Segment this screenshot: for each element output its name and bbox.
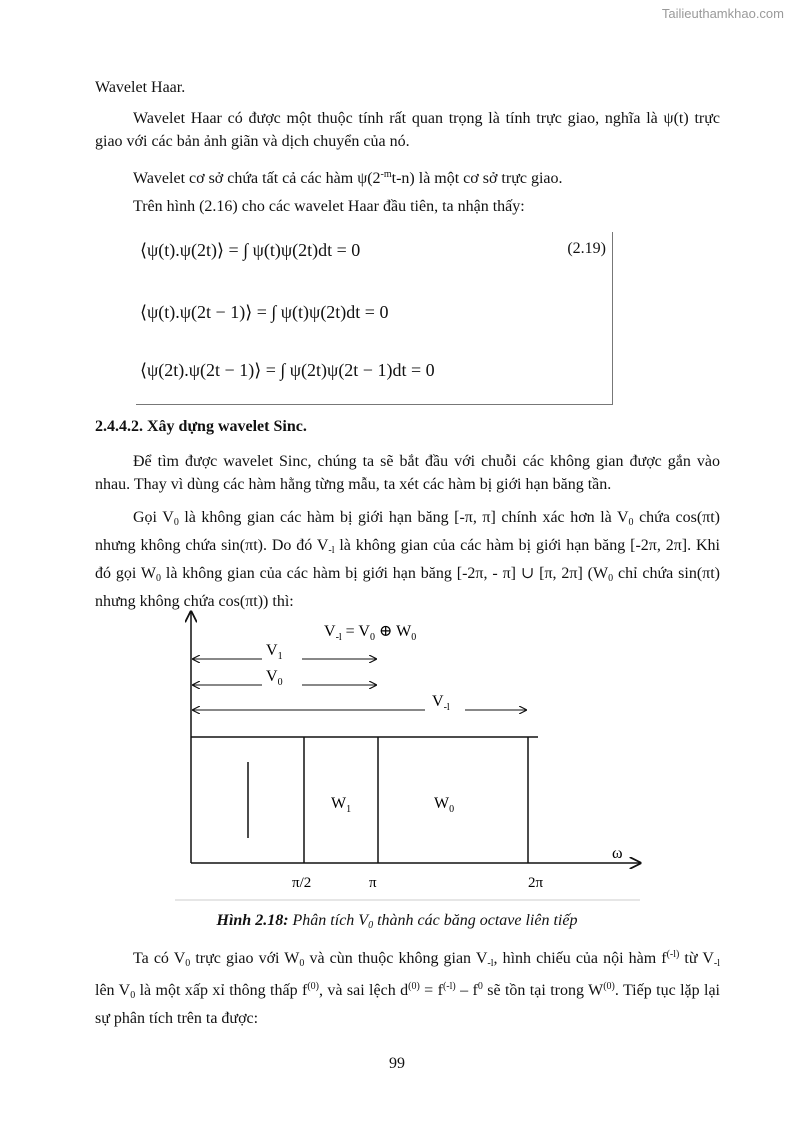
tick-2pi: 2π	[528, 875, 544, 891]
label-w1: $W_1$	[331, 795, 352, 815]
label-v0: $V_0$	[266, 668, 283, 688]
label-vm1: $V_{-l}$	[432, 693, 450, 713]
paragraph-sinc-intro: Để tìm được wavelet Sinc, chúng ta sẽ bắt đầu với chuỗi các không gian được gắn vào nhau. Thay vì dùng các hàm hằng từng mẫu, ta xét các hàm bị giới hạn băng tần.	[95, 453, 720, 493]
paragraph-spaces: Gọi $V_0$ là không gian các hàm bị giới hạn băng [-π, π] chính xác hơn là $V_0$ chứa cos(πt) nhưng không chứa sin(πt). Do đó $V_{-l}$ là không gian của các hàm bị giới hạn băng [-2π, 2π]. Khi đó gọi $W_0$ là không gian của các hàm bị giới hạn băng [-2π, - π] ∪ [π, 2π] ($W_0$ chỉ chứa sin(πt) nhưng không chứa cos(πt)) thì:	[95, 509, 721, 610]
paragraph-orthogonality: Wavelet Haar có được một thuộc tính rất quan trọng là tính trực giao, nghĩa là ψ(t) trực giao với các bản ảnh giãn và dịch chuyển của nó.	[95, 110, 720, 150]
page-number: 99	[389, 1055, 405, 1072]
figure-title: $V_{-l} = V_0$ ⊕ $W_0$	[324, 623, 417, 643]
paragraph-projection: Ta có $V_0$ trực giao với $W_0$ và cùn thuộc không gian $V_{-l}$, hình chiếu của nội hàm $f^{(-l)}$ từ $V_{-l}$ lên $V_0$ là một xấp xỉ thông thấp $f^{(0)}$, và sai lệch $d^{(0)} = f^{(-l)} - f^0$ sẽ tồn tại trong $W^{(0)}$. Tiếp tục lặp lại sự phân tích trên ta được:	[95, 949, 721, 1027]
figure-caption: Hình 2.18: Phân tích $V_0$ thành các băng octave liên tiếp	[216, 912, 578, 931]
axis-omega-label: ω	[612, 845, 623, 862]
equation-1: ⟨ψ(t).ψ(2t)⟩ = ∫ ψ(t)ψ(2t)dt = 0	[140, 240, 361, 260]
label-w0: $W_0$	[434, 795, 455, 815]
tick-pi-half: π/2	[292, 875, 312, 891]
equation-3: ⟨ψ(2t).ψ(2t − 1)⟩ = ∫ ψ(2t)ψ(2t − 1)dt = 0	[140, 360, 435, 380]
paragraph-intro: Wavelet Haar.	[95, 79, 186, 96]
label-v1: $V_1$	[266, 642, 283, 662]
paragraph-figure-ref: Trên hình (2.16) cho các wavelet Haar đầu tiên, ta nhận thấy:	[133, 198, 525, 215]
equation-2: ⟨ψ(t).ψ(2t − 1)⟩ = ∫ ψ(t)ψ(2t)dt = 0	[140, 302, 389, 322]
tick-pi: π	[369, 875, 377, 891]
equation-number: (2.19)	[567, 240, 606, 257]
paragraph-basis: Wavelet cơ sở chứa tất cả các hàm $\psi(2^{-m}t-n)$ là một cơ sở trực giao.	[133, 169, 563, 187]
watermark: Tailieuthamkhao.com	[661, 6, 784, 21]
section-heading: 2.4.4.2. Xây dựng wavelet Sinc.	[95, 418, 307, 435]
